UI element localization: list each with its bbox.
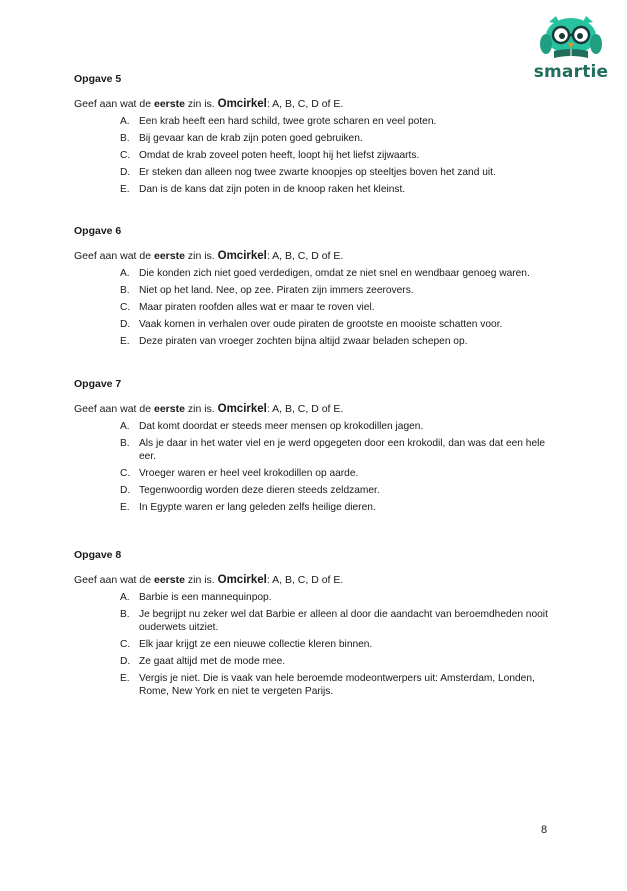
answer-option-e[interactable]: E. Deze piraten van vroeger zochten bijna altijd zwaar beladen schepen op. — [120, 336, 468, 347]
answer-option-b[interactable]: B. Je begrijpt nu zeker wel dat Barbie er alleen al door die aandacht van beroemdheden nooit ouderwets uitziet. — [120, 609, 548, 633]
answer-option-e[interactable]: E. Vergis je niet. Die is vaak van hele beroemde modeontwerpers uit: Amsterdam, Londen, Rome, New York en niet te vergeten Parijs. — [120, 673, 535, 697]
exercise-opgave-8 — [74, 548, 554, 702]
logo-text: smartie — [533, 62, 609, 82]
answer-options — [74, 115, 554, 196]
page-number: 8 — [541, 824, 548, 836]
answer-option-e[interactable]: E. Dan is de kans dat zijn poten in de knoop raken het kleinst. — [120, 184, 406, 195]
exercise-title: Opgave 6 — [74, 225, 122, 237]
exercise-title: Opgave 8 — [74, 549, 122, 561]
answer-option-d[interactable]: D. Ze gaat altijd met de mode mee. — [120, 656, 286, 667]
answer-option-c[interactable]: C. Omdat de krab zoveel poten heeft, loopt hij het liefst zijwaarts. — [120, 150, 420, 161]
answer-options — [74, 591, 554, 698]
exercise-opgave-7 — [74, 377, 554, 518]
answer-option-c[interactable]: C. Vroeger waren er heel veel krokodillen op aarde. — [120, 468, 359, 479]
exercise-title: Opgave 7 — [74, 378, 122, 390]
answer-option-a[interactable]: A. Barbie is een mannequinpop. — [120, 592, 272, 603]
answer-options — [74, 420, 554, 514]
answer-option-b[interactable]: B. Bij gevaar kan de krab zijn poten goed gebruiken. — [120, 133, 363, 144]
answer-option-b[interactable]: B. Als je daar in het water viel en je werd opgegeten door een krokodil, dan was dat een hele eer. — [120, 438, 546, 462]
answer-option-a[interactable]: A. Dat komt doordat er steeds meer mensen op krokodillen jagen. — [120, 421, 424, 432]
exercise-instruction: Geef aan wat de eerste zin is. Omcirkel: A, B, C, D of E. — [74, 403, 344, 415]
exercise-opgave-5 — [74, 72, 554, 200]
exercise-opgave-6 — [74, 224, 554, 352]
answer-option-e[interactable]: E. In Egypte waren er lang geleden zelfs heilige dieren. — [120, 502, 376, 513]
answer-option-a[interactable]: A. Die konden zich niet goed verdedigen, omdat ze niet snel en wendbaar genoeg waren. — [120, 268, 530, 279]
answer-option-b[interactable]: B. Niet op het land. Nee, op zee. Piraten zijn immers zeerovers. — [120, 285, 414, 296]
answer-option-d[interactable]: D. Vaak komen in verhalen over oude piraten de grootste en mooiste schatten voor. — [120, 319, 503, 330]
answer-options — [74, 267, 554, 348]
owl-icon — [532, 14, 610, 64]
answer-option-d[interactable]: D. Er steken dan alleen nog twee zwarte knoopjes op steeltjes boven het zand uit. — [120, 167, 496, 178]
exercise-title: Opgave 5 — [74, 73, 122, 85]
exercise-instruction: Geef aan wat de eerste zin is. Omcirkel: A, B, C, D of E. — [74, 250, 344, 262]
answer-option-d[interactable]: D. Tegenwoordig worden deze dieren steeds zeldzamer. — [120, 485, 380, 496]
answer-option-a[interactable]: A. Een krab heeft een hard schild, twee grote scharen en veel poten. — [120, 116, 437, 127]
answer-option-c[interactable]: C. Elk jaar krijgt ze een nieuwe collectie kleren binnen. — [120, 639, 373, 650]
exercise-instruction: Geef aan wat de eerste zin is. Omcirkel: A, B, C, D of E. — [74, 574, 344, 586]
exercise-instruction: Geef aan wat de eerste zin is. Omcirkel: A, B, C, D of E. — [74, 98, 344, 110]
answer-option-c[interactable]: C. Maar piraten roofden alles wat er maar te roven viel. — [120, 302, 375, 313]
